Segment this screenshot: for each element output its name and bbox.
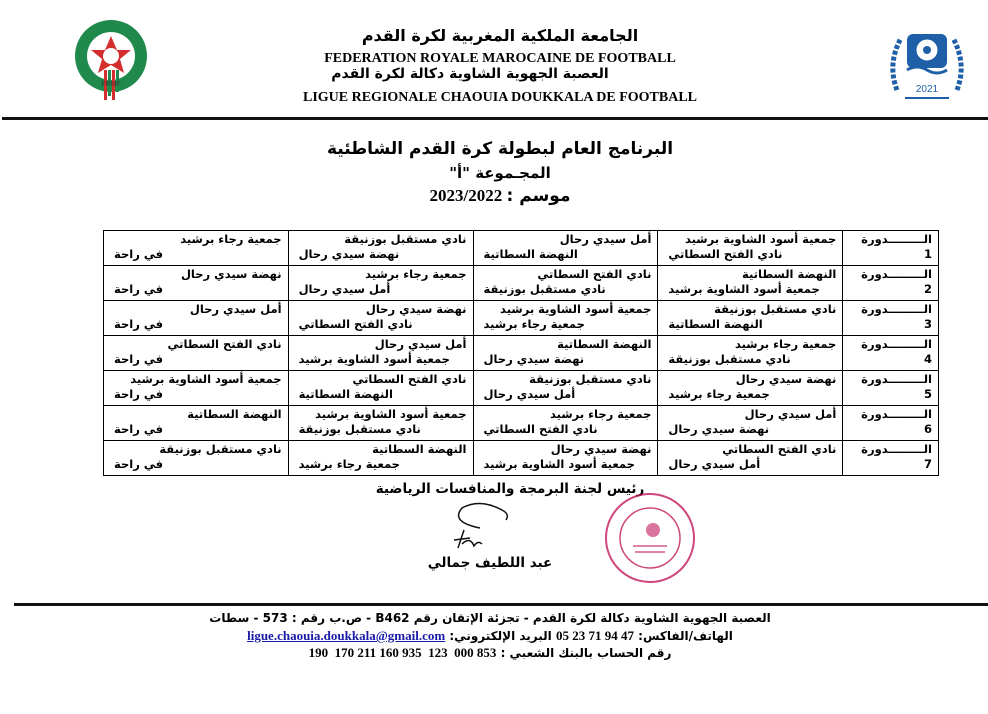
footer-address: العصبة الجهوية الشاوية دكالة لكرة القدم - تجزئة الإتقان رقم B462 - ص.ب رقم : 573 - سطات — [209, 611, 771, 625]
round-label: الـــــــــدورة 1 — [843, 231, 939, 266]
rest-label: في راحة — [114, 317, 163, 331]
home-team: النهضة السطاتية — [187, 407, 282, 421]
signatory-name: عبد اللطيف جمالي — [427, 555, 553, 571]
match-cell — [288, 441, 473, 476]
home-team: نهضة سيدي رحال — [365, 302, 467, 316]
round-label: الـــــــــدورة 6 — [843, 406, 939, 441]
phone-number: 05 23 71 94 47 — [555, 628, 634, 643]
match-cell — [473, 266, 658, 301]
match-cell — [658, 301, 843, 336]
header-divider — [2, 117, 988, 120]
match-cell — [658, 441, 843, 476]
schedule-row — [104, 336, 939, 371]
home-team: نادي مستقبل بوزنيقة — [529, 372, 652, 386]
round-label: الـــــــــدورة 4 — [843, 336, 939, 371]
away-team: نادي الفتح السطاتي — [483, 422, 598, 436]
program-title: البرنامج العام لبطولة كرة القدم الشاطئية — [326, 139, 674, 159]
match-cell — [104, 266, 289, 301]
rest-label: في راحة — [114, 457, 163, 471]
away-team: نهضة سيدي رحال — [668, 422, 770, 436]
rest-label: في راحة — [114, 352, 163, 366]
league-name-ar: العصبة الجهوية الشاوية دكالة لكرة القدم — [331, 66, 609, 82]
away-team: نهضة سيدي رحال — [298, 247, 400, 261]
home-team: أمل سيدي رحال — [744, 407, 837, 421]
home-team: جمعية أسود الشاوية برشيد — [130, 372, 282, 386]
away-team: نهضة سيدي رحال — [483, 352, 585, 366]
phone-label: الهاتف/الفاكس: — [638, 629, 733, 643]
schedule-row — [104, 441, 939, 476]
match-cell — [288, 266, 473, 301]
home-team: نادي مستقبل بوزنيقة — [714, 302, 837, 316]
home-team: نادي الفتح السطاتي — [167, 337, 282, 351]
away-team: جمعية رجاء برشيد — [668, 387, 770, 401]
away-team: جمعية أسود الشاوية برشيد — [483, 457, 635, 471]
away-team: النهضة السطاتية — [483, 247, 578, 261]
away-team: نادي مستقبل بوزنيقة — [668, 352, 791, 366]
home-team: نادي مستقبل بوزنيقة — [344, 232, 467, 246]
season-label: موسم : — [506, 186, 571, 206]
league-name-fr: LIGUE REGIONALE CHAOUIA DOUKKALA DE FOOTBALL — [302, 90, 697, 105]
home-team: نهضة سيدي رحال — [735, 372, 837, 386]
home-team: نهضة سيدي رحال — [550, 442, 652, 456]
away-team: جمعية أسود الشاوية برشيد — [668, 282, 820, 296]
round-label: الـــــــــدورة 5 — [843, 371, 939, 406]
frmf-logo-text: FRMF — [101, 81, 121, 88]
round-label: الـــــــــدورة 7 — [843, 441, 939, 476]
home-team: أمل سيدي رحال — [374, 337, 467, 351]
schedule-row — [104, 406, 939, 441]
email-label: البريد الإلكتروني: — [449, 629, 552, 643]
match-cell — [288, 231, 473, 266]
season-line — [300, 186, 700, 206]
group-title: المجـموعة "أ" — [449, 164, 551, 182]
home-team: جمعية أسود الشاوية برشيد — [315, 407, 467, 421]
email-link[interactable]: ligue.chaouia.doukkala@gmail.com — [247, 628, 446, 643]
home-team: جمعية رجاء برشيد — [365, 267, 467, 281]
match-cell — [473, 231, 658, 266]
frmf-logo — [68, 18, 154, 104]
match-cell — [104, 371, 289, 406]
match-cell — [658, 266, 843, 301]
home-team: النهضة السطاتية — [557, 337, 652, 351]
match-cell — [104, 441, 289, 476]
match-cell — [104, 406, 289, 441]
rest-label: في راحة — [114, 282, 163, 296]
match-cell — [473, 301, 658, 336]
away-team: نادي الفتح السطاتي — [298, 317, 413, 331]
match-cell — [473, 406, 658, 441]
handwritten-signature — [440, 500, 520, 560]
schedule-row — [104, 301, 939, 336]
round-label: الـــــــــدورة 3 — [843, 301, 939, 336]
home-team: النهضة السطاتية — [742, 267, 837, 281]
match-cell — [658, 336, 843, 371]
away-team: النهضة السطاتية — [668, 317, 763, 331]
away-team: النهضة السطاتية — [298, 387, 393, 401]
season-value: 2023/2022 — [429, 186, 503, 205]
match-cell — [104, 301, 289, 336]
round-label: الـــــــــدورة 2 — [843, 266, 939, 301]
ligue-logo-year: 2021 — [915, 84, 939, 95]
ligue-logo — [883, 20, 971, 108]
away-team: أمل سيدي رحال — [668, 457, 761, 471]
match-cell — [658, 231, 843, 266]
rest-label: في راحة — [114, 387, 163, 401]
federation-name-fr: FEDERATION ROYALE MAROCAINE DE FOOTBALL — [324, 51, 676, 66]
match-cell — [658, 406, 843, 441]
home-team: جمعية أسود الشاوية برشيد — [684, 232, 837, 246]
match-cell — [473, 371, 658, 406]
signatory-title: رئيس لجنة البرمجة والمنافسات الرياضية — [375, 481, 645, 497]
home-team: النهضة السطاتية — [372, 442, 467, 456]
match-cell — [288, 301, 473, 336]
match-cell — [288, 371, 473, 406]
away-team: نادي مستقبل بوزنيقة — [483, 282, 606, 296]
official-stamp — [595, 488, 705, 598]
away-team: نادي الفتح السطاتي — [668, 247, 783, 261]
away-team: جمعية رجاء برشيد — [483, 317, 585, 331]
footer-contact — [200, 628, 780, 644]
match-cell — [658, 371, 843, 406]
bank-label: رقم الحساب بالبنك الشعبي : — [500, 646, 672, 660]
home-team: نادي الفتح السطاتي — [352, 372, 467, 386]
home-team: جمعية أسود الشاوية برشيد — [500, 302, 652, 316]
match-cell — [104, 231, 289, 266]
schedule-row — [104, 371, 939, 406]
home-team: جمعية رجاء برشيد — [180, 232, 282, 246]
home-team: أمل سيدي رحال — [559, 232, 652, 246]
home-team: نادي الفتح السطاتي — [722, 442, 837, 456]
schedule-row — [104, 266, 939, 301]
home-team: نهضة سيدي رحال — [180, 267, 282, 281]
federation-name-ar: الجامعة الملكية المغربية لكرة القدم — [361, 26, 639, 45]
home-team: جمعية رجاء برشيد — [550, 407, 652, 421]
home-team: نادي الفتح السطاتي — [537, 267, 652, 281]
away-team: نادي مستقبل بوزنيقة — [298, 422, 421, 436]
home-team: نادي مستقبل بوزنيقة — [159, 442, 282, 456]
away-team: أمل سيدي رحال — [483, 387, 576, 401]
schedule-row — [104, 231, 939, 266]
away-team: جمعية رجاء برشيد — [298, 457, 400, 471]
bank-account: 190 170 211 160 935 123 000 853 — [308, 645, 497, 660]
rest-label: في راحة — [114, 247, 163, 261]
footer-bank — [200, 645, 780, 661]
rest-label: في راحة — [114, 422, 163, 436]
away-team: جمعية أسود الشاوية برشيد — [298, 352, 450, 366]
match-cell — [473, 441, 658, 476]
home-team: جمعية رجاء برشيد — [734, 337, 837, 351]
match-cell — [288, 406, 473, 441]
home-team: أمل سيدي رحال — [189, 302, 282, 316]
match-cell — [473, 336, 658, 371]
away-team: أمل سيدي رحال — [298, 282, 391, 296]
schedule-table — [103, 230, 939, 476]
match-cell — [104, 336, 289, 371]
footer-divider — [14, 603, 988, 606]
match-cell — [288, 336, 473, 371]
